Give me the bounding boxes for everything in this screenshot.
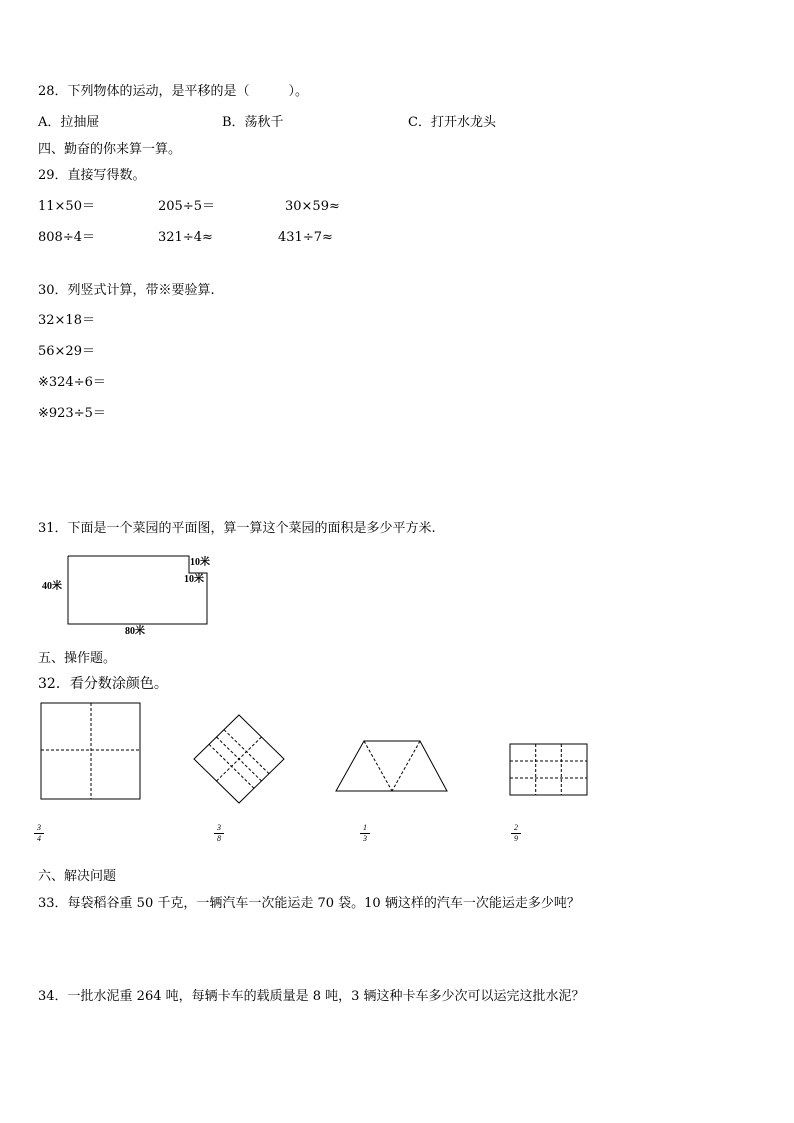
garden-bottom-label: 80米 [125, 626, 145, 637]
q31-stem: 31．下面是一个菜园的平面图，算一算这个菜园的面积是多少平方米. [38, 521, 436, 536]
q28-stem: 28．下列物体的运动，是平移的是（ ）。 [38, 84, 309, 99]
section-5-heading: 五、操作题。 [38, 651, 117, 666]
q28-option-a: A．拉抽屉 [38, 115, 100, 130]
q29-stem: 29．直接写得数。 [38, 168, 146, 183]
q29-item: 11×50＝ [38, 199, 95, 214]
q34-stem: 34．一批水泥重 264 吨，每辆卡车的载质量是 8 吨，3 辆这种卡车多少次可以运完这批水泥？ [38, 989, 585, 1004]
section-6-heading: 六、解决问题 [38, 869, 117, 884]
trapezoid-thirds-shape [336, 741, 447, 791]
fraction-label: 3 8 [214, 824, 224, 843]
diamond-eighths-shape [194, 715, 284, 803]
garden-left-label: 40米 [42, 581, 62, 592]
rectangle-ninths-shape [510, 744, 587, 795]
q29-item: 431÷7≈ [278, 230, 333, 245]
q29-item: 808÷4＝ [38, 230, 95, 245]
q30-stem: 30．列竖式计算，带※要验算. [38, 283, 215, 298]
q29-item: 30×59≈ [285, 199, 340, 214]
q30-item: 56×29＝ [38, 344, 95, 359]
square-quarters-shape [41, 703, 140, 799]
fraction-label: 3 4 [34, 824, 44, 843]
q28-option-b: B．荡秋千 [222, 115, 284, 130]
q29-item: 321÷4≈ [158, 230, 213, 245]
fraction-label: 1 3 [360, 824, 370, 843]
q29-item: 205÷5＝ [158, 199, 215, 214]
q30-item: ※324÷6＝ [38, 375, 106, 390]
garden-notch-top-label: 10米 [190, 557, 210, 568]
fraction-label: 2 9 [511, 824, 521, 843]
section-4-heading: 四、勤奋的你来算一算。 [38, 142, 182, 157]
q30-item: ※923÷5＝ [38, 406, 106, 421]
q33-stem: 33．每袋稻谷重 50 千克，一辆汽车一次能运走 70 袋。10 辆这样的汽车一次能运走多少吨？ [38, 896, 580, 911]
q30-item: 32×18＝ [38, 313, 95, 328]
q32-stem: 32．看分数涂颜色。 [38, 676, 168, 692]
q28-option-c: C．打开水龙头 [408, 115, 496, 130]
garden-notch-side-label: 10米 [184, 574, 204, 585]
